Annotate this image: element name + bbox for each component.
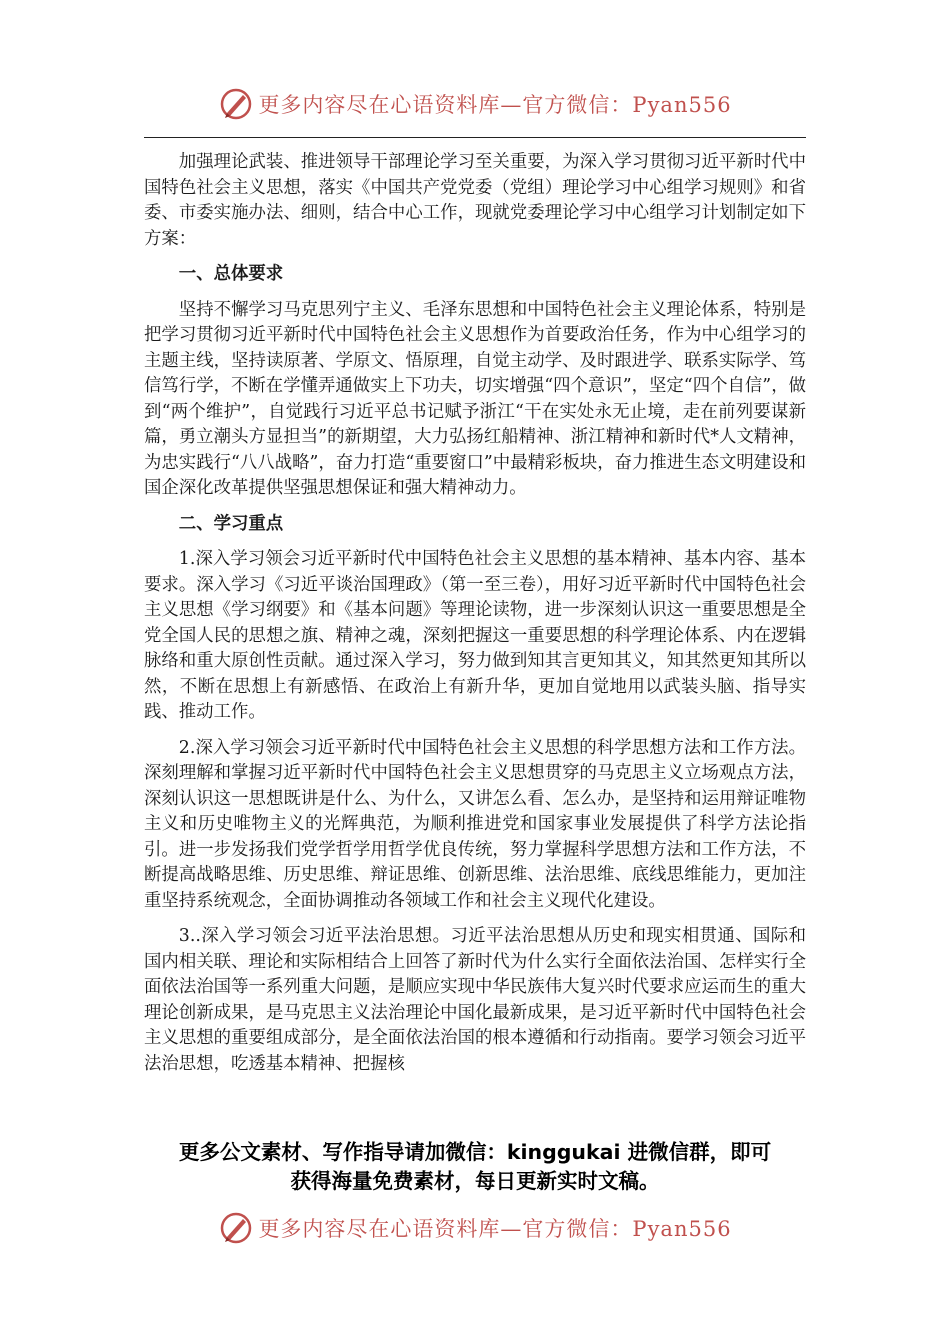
section-paragraph: 坚持不懈学习马克思列宁主义、毛泽东思想和中国特色社会主义理论体系，特别是把学习贯彻习近平新时代中国特色社会主义思想作为首要政治任务，作为中心组学习的主题主线，坚持读原著、学原文、悟原理，自觉主动学、及时跟进学、联系实际学、笃信笃行学，不断在学懂弄通做实上下功夫，切实增强“四个意识”，坚定“四个自信”，做到“两个维护”，自觉践行习近平总书记赋予浙江“干在实处永无止境，走在前列要谋新篇，勇立潮头方显担当”的新期望，大力弘扬红船精神、浙江精神和新时代*人文精神，为忠实践行“八八战略”，奋力打造“重要窗口”中最精彩板块，奋力推进生态文明建设和国企深化改革提供坚强思想保证和强大精神动力。 — [144, 299, 806, 498]
promo-line: 获得海量免费素材，每日更新实时文稿。 — [290, 1169, 660, 1193]
promo-line: 更多公文素材、写作指导请加微信：kinggukai 进微信群，即可 — [178, 1140, 772, 1164]
pen-icon — [218, 1210, 254, 1246]
intro-paragraph: 加强理论武装、推进领导干部理论学习至关重要，为深入学习贯彻习近平新时代中国特色社会主义思想，落实《中国共产党党委（党组）理论学习中心组学习规则》和省委、市委实施办法、细则，结合中心工作，现就党委理论学习中心组学习计划制定如下方案： — [144, 152, 806, 249]
promo-notice — [120, 1138, 830, 1196]
footer-banner — [0, 1208, 950, 1248]
footer-banner-text: 更多内容尽在心语资料库—官方微信：Pyan556 — [258, 1217, 732, 1241]
document-body — [144, 150, 806, 1087]
list-item: 3..深入学习领会习近平法治思想。习近平法治思想从历史和现实相贯通、国际和国内相关联、理论和实际相结合上回答了新时代为什么实行全面依法治国、怎样实行全面依法治国等一系列重大问题，是顺应实现中华民族伟大复兴时代要求应运而生的重大理论创新成果，是马克思主义法治理论中国化最新成果，是习近平新时代中国特色社会主义思想的重要组成部分，是全面依法治国的根本遵循和行动指南。要学习领会习近平法治思想，吃透基本精神、把握核 — [144, 926, 806, 1074]
pen-icon — [218, 86, 254, 122]
section-heading: 一、总体要求 — [178, 264, 284, 284]
header-banner-text: 更多内容尽在心语资料库—官方微信：Pyan556 — [258, 93, 732, 117]
section-heading: 二、学习重点 — [178, 513, 284, 534]
header-divider — [144, 137, 806, 138]
list-item: 2.深入学习领会习近平新时代中国特色社会主义思想的科学思想方法和工作方法。深刻理解和掌握习近平新时代中国特色社会主义思想贯穿的马克思主义立场观点方法，深刻认识这一思想既讲是什么、为什么，又讲怎么看、怎么办，是坚持和运用辩证唯物主义和历史唯物主义的光辉典范，为顺利推进党和国家事业发展提供了科学方法论指引。进一步发扬我们党学哲学用哲学优良传统，努力掌握科学思想方法和工作方法，不断提高战略思维、历史思维、辩证思维、创新思维、法治思维、底线思维能力，更加注重坚持系统观念，全面协调推动各领域工作和社会主义现代化建设。 — [144, 737, 806, 911]
header-banner — [0, 84, 950, 124]
list-item: 1.深入学习领会习近平新时代中国特色社会主义思想的基本精神、基本内容、基本要求。深入学习《习近平谈治国理政》（第一至三卷），用好习近平新时代中国特色社会主义思想《学习纲要》和《基本问题》等理论读物，进一步深刻认识这一重要思想是全党全国人民的思想之旗、精神之魂，深刻把握这一重要思想的科学理论体系、内在逻辑脉络和重大原创性贡献。通过深入学习，努力做到知其言更知其义，知其然更知其所以然，不断在思想上有新感悟、在政治上有新升华，更加自觉地用以武装头脑、指导实践、推动工作。 — [144, 549, 806, 722]
